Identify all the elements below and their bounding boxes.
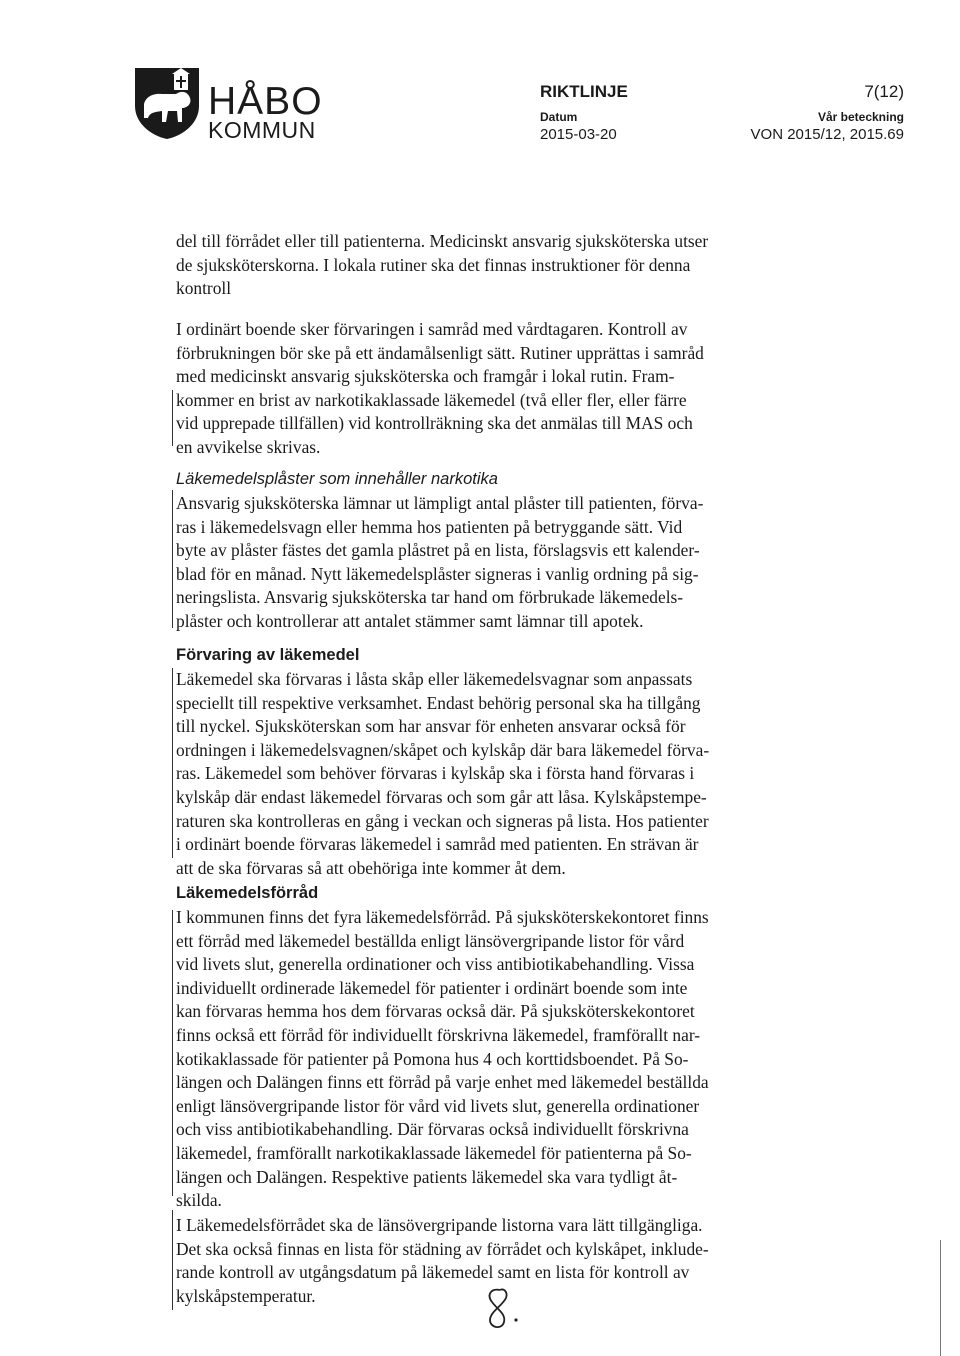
text-line: neringslista. Ansvarig sjuksköterska tar hand om förbrukade läkemedels-	[176, 587, 684, 608]
text-line: del till förrådet eller till patienterna. Medicinskt ansvarig sjuksköterska utser	[176, 231, 709, 251]
paragraph-patch	[176, 492, 776, 634]
text-line: att de ska förvaras så att obehöriga inte kommer åt dem.	[176, 857, 566, 878]
text-line: kotikaklassade för patienter på Pomona hus 4 och korttidsboendet. På So-	[176, 1048, 689, 1069]
document-type: RIKTLINJE	[540, 82, 628, 101]
paragraph-storage	[176, 668, 776, 880]
text-line: Ansvarig sjuksköterska lämnar ut lämpligt antal plåster till patienten, förva-	[176, 493, 704, 513]
text-line: speciellt till respektive verksamhet. Endast behörig personal ska ha tillgång	[176, 692, 701, 713]
text-line: med medicinskt ansvarig sjuksköterska och framgår i lokal rutin. Fram-	[176, 366, 675, 387]
text-line: i ordinärt boende förvaras läkemedel i samråd med patienten. En strävan är	[176, 834, 699, 855]
text-line: finns också ett förråd för individuellt förskrivna läkemedel, framförallt nar-	[176, 1024, 701, 1045]
text-line: en avvikelse skrivas.	[176, 436, 321, 457]
revision-bar	[172, 490, 173, 628]
heading-supply: Läkemedelsförråd	[176, 884, 319, 902]
logo-wordmark-kommun: KOMMUN	[208, 117, 316, 143]
text-line: ras i läkemedelsvagn eller hemma hos patienten på betryggande sätt. Vid	[176, 516, 683, 537]
text-line: ett förråd med läkemedel beställda enligt länsövergripande listor för vård	[176, 930, 685, 951]
text-line: byte av plåster fästes det gamla plåstret på en lista, förslagsvis ett kalender-	[176, 540, 700, 561]
text-line: I ordinärt boende sker förvaringen i samråd med vårdtagaren. Kontroll av	[176, 319, 688, 339]
text-line: raturen ska kontrolleras en gång i veckan och signeras på lista. Hos patienter	[176, 810, 709, 831]
text-line: skilda.	[176, 1190, 222, 1211]
text-line: de sjuksköterskorna. I lokala rutiner ska det finnas instruktioner för denna	[176, 254, 691, 275]
paragraph-final	[176, 1214, 776, 1308]
handwritten-page-mark-icon	[478, 1284, 528, 1332]
text-line: I Läkemedelsförrådet ska de länsövergripande listorna vara lätt tillgängliga.	[176, 1215, 703, 1235]
paragraph-ordinary-home	[176, 318, 776, 460]
revision-bar	[172, 390, 173, 446]
page-number: 7(12)	[864, 82, 904, 101]
text-line: och viss antibiotikabehandling. Där förvaras också individuellt förskrivna	[176, 1119, 689, 1140]
text-line: kylskåp där endast läkemedel förvaras och som går att låsa. Kylskåpstempe-	[176, 786, 707, 807]
heading-storage: Förvaring av läkemedel	[176, 646, 360, 664]
scan-edge-line	[940, 1240, 941, 1356]
text-line: längen och Dalängen finns ett förråd på varje enhet med läkemedel beställda	[176, 1072, 709, 1093]
reference-label: Vår beteckning	[817, 110, 904, 124]
paragraph-intro	[176, 230, 776, 301]
text-line: kontroll	[176, 278, 232, 299]
text-line: kylskåpstemperatur.	[176, 1285, 316, 1306]
text-line: enligt länsövergripande listor för vård vid livets slut, generella ordinationer	[176, 1095, 700, 1116]
paragraph-supply	[176, 906, 776, 1213]
text-line: rande kontroll av utgångsdatum på läkemedel samt en lista för kontroll av	[176, 1262, 690, 1283]
text-line: ras. Läkemedel som behöver förvaras i kylskåp ska i första hand förvaras i	[176, 763, 695, 784]
text-line: Det ska också finnas en lista för städning av förrådet och kylskåpet, inklude-	[176, 1238, 709, 1259]
date-value: 2015-03-20	[540, 126, 617, 143]
heading-patch: Läkemedelsplåster som innehåller narkotika	[176, 470, 498, 488]
text-line: blad för en månad. Nytt läkemedelsplåster signeras i vanlig ordning på sig-	[176, 563, 699, 584]
text-line: vid upprepade tillfällen) vid kontrollräkning ska det anmälas till MAS och	[176, 413, 693, 434]
revision-bar	[172, 1210, 173, 1310]
text-line: Läkemedel ska förvaras i låsta skåp eller läkemedelsvagnar som anpassats	[176, 669, 693, 689]
text-line: vid livets slut, generella ordinationer och viss antibiotikabehandling. Vissa	[176, 954, 695, 975]
text-line: förbrukningen bör ske på ett ändamålsenligt sätt. Rutiner upprättas i samråd	[176, 342, 704, 363]
text-line: plåster och kontrollerar att antalet stämmer samt lämnar till apotek.	[176, 610, 644, 631]
reference-value: VON 2015/12, 2015.69	[750, 126, 904, 143]
text-line: kommer en brist av narkotikaklassade läkemedel (två eller fler, eller färre	[176, 389, 687, 410]
text-line: kan förvaras hemma hos dem förvaras också där. På sjuksköterskekontoret	[176, 1001, 695, 1022]
date-label: Datum	[540, 110, 578, 124]
text-line: längen och Dalängen. Respektive patients läkemedel ska vara tydligt åt-	[176, 1166, 678, 1187]
text-line: individuellt ordinerade läkemedel för patienter i ordinärt boende som inte	[176, 977, 688, 998]
habo-coat-of-arms-icon	[132, 66, 202, 140]
text-line: I kommunen finns det fyra läkemedelsförråd. På sjuksköterskekontoret finns	[176, 907, 709, 927]
text-line: läkemedel, framförallt narkotikaklassade läkemedel för patienterna på So-	[176, 1142, 692, 1163]
logo-wordmark-habo: HÅBO	[208, 80, 323, 123]
text-line: till nyckel. Sjuksköterskan som har ansvar för enheten ansvarar också för	[176, 716, 686, 737]
text-line: ordningen i läkemedelsvagnen/skåpet och kylskåp där bara läkemedel förva-	[176, 739, 710, 760]
revision-bar	[172, 910, 173, 1196]
revision-bar	[172, 668, 173, 858]
